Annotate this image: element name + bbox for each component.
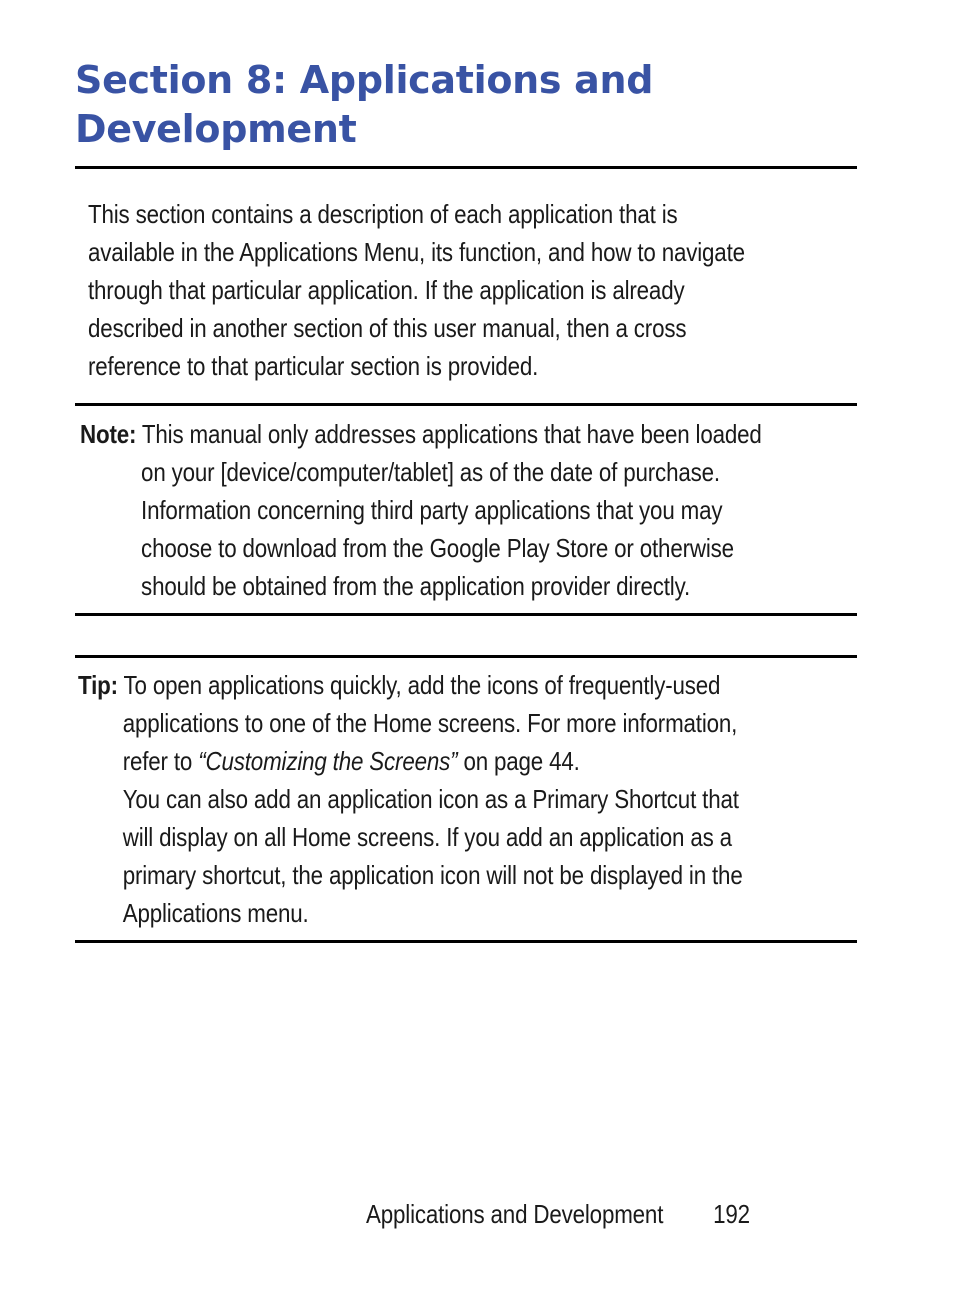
tip-first-line [78, 666, 852, 704]
intro-line: through that particular application. If the application is already [88, 275, 685, 305]
tip-line: You can also add an application icon as a Primary Shortcut that [122, 784, 739, 814]
intro-line: reference to that particular section is provided. [88, 351, 539, 381]
tip-line: will display on all Home screens. If you add an application as a [122, 822, 732, 852]
page-title-line-1: Section 8: Applications and [75, 58, 654, 102]
intro-paragraph [88, 195, 862, 385]
tip-line: applications to one of the Home screens. For more information, [122, 708, 738, 738]
tip-reference-suffix: on page 44. [463, 746, 580, 776]
intro-line: This section contains a description of each application that is [88, 199, 678, 229]
note-first-line [80, 415, 854, 453]
note-line: on your [device/computer/tablet] as of the date of purchase. [141, 457, 720, 487]
page-title-line-2: Development [75, 107, 357, 151]
footer-section-name: Applications and Development [366, 1199, 664, 1229]
divider-top [75, 166, 857, 169]
tip-line: To open applications quickly, add the icons of frequently-used [123, 670, 721, 700]
intro-line: described in another section of this user manual, then a cross [88, 313, 687, 343]
divider-tip-top [75, 655, 857, 658]
intro-line: available in the Applications Menu, its function, and how to navigate [88, 237, 745, 267]
note-line: This manual only addresses applications that have been loaded [141, 419, 762, 449]
note-block [80, 415, 854, 605]
page-footer [366, 1196, 750, 1232]
divider-tip-bottom [75, 940, 857, 943]
tip-reference-prefix: refer to [122, 746, 193, 776]
divider-note-bottom [75, 613, 857, 616]
page-title [75, 56, 875, 154]
page-number: 192 [713, 1199, 750, 1229]
note-line: should be obtained from the application provider directly. [141, 571, 691, 601]
note-line: Information concerning third party applications that you may [141, 495, 723, 525]
tip-line: primary shortcut, the application icon will not be displayed in the [122, 860, 743, 890]
note-line: choose to download from the Google Play Store or otherwise [141, 533, 734, 563]
divider-note-top [75, 403, 857, 406]
note-label: Note: [80, 419, 137, 449]
tip-line: Applications menu. [122, 898, 309, 928]
tip-block [78, 666, 852, 932]
tip-label: Tip: [78, 670, 118, 700]
cross-reference-link[interactable]: “Customizing the Screens” [198, 746, 458, 776]
tip-reference-line [78, 742, 852, 780]
